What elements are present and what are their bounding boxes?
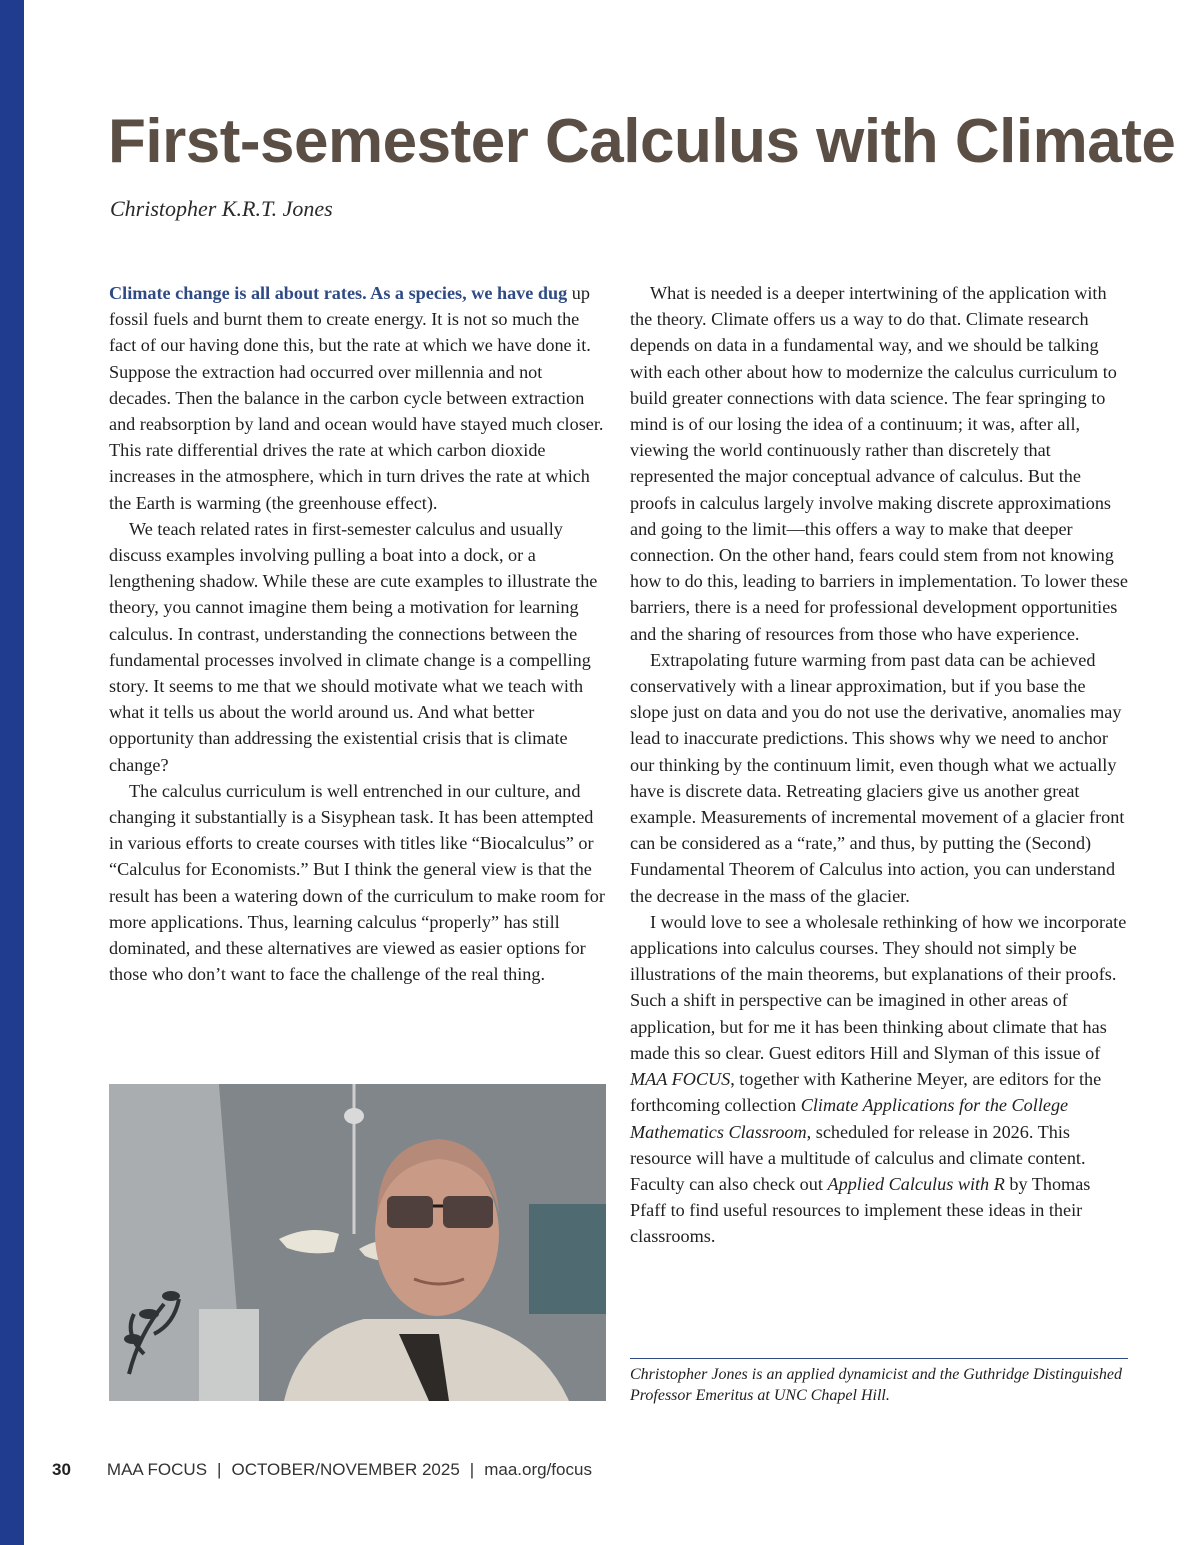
collection-title: Climate Applications for the College Mathematics Classroom [630,1095,1069,1142]
paragraph-6-part-c: , scheduled for release in 2026. This resource will have a multitude of calculus and climate content. Faculty can also check out [630,1121,1086,1194]
publication-name: MAA FOCUS [106,1460,208,1479]
author-bio: Christopher Jones is an applied dynamicist and the Guthridge Distinguished Professor Emeritus at UNC Chapel Hill. [630,1366,1122,1404]
author-portrait-image [109,1084,606,1401]
page-footer [52,1460,592,1480]
paragraph-1-text: up fossil fuels and burnt them to create energy. It is not so much the fact of our having done this, but the rate at which we have done it. Suppose the extraction had occurred over millennia and not decades. Then the balance in the carbon cycle between extraction and reabsorption by land and ocean would have stayed much closer. This rate differential drives the rate at which carbon dioxide increases in the atmosphere, which in turn drives the rate at which the Earth is warming (the greenhouse effect). [109,283,604,513]
article-title: First-semester Calculus with Climate [108,107,1176,176]
issue-date: OCTOBER/NOVEMBER 2025 [231,1460,460,1479]
paragraph-6 [630,909,1128,1250]
left-column [109,280,607,987]
footer-separator: | [469,1460,475,1479]
paragraph-1 [109,280,607,516]
footer-separator: | [217,1460,222,1479]
author-photo [109,1084,606,1401]
lead-in-text: Climate change is all about rates. As a species, we have dug [109,283,568,303]
paragraph-5: Extrapolating future warming from past data can be achieved conservatively with a linear approximation, but if you base the slope just on data and you do not use the derivative, anomalies may lead to inaccurate predictions. This shows why we need to anchor our thinking by the continuum limit, even though what we actually have is discrete data. Retreating glaciers give us another great example. Measurements of incremental movement of a glacier front can be considered as a “rate,” and thus, by putting the (Second) Fundamental Theorem of Calculus into action, you can understand the decrease in the mass of the glacier. [630,649,1125,906]
paragraph-2: We teach related rates in first-semester calculus and usually discuss examples involving pulling a boat into a dock, or a lengthening shadow. While these are cute examples to illustrate the theory, you cannot imagine them being a motivation for learning calculus. In contrast, understanding the connections between the fundamental processes involved in climate change is a compelling story. It seems to me that we should motivate what we teach with what it tells us about the world around us. And what better opportunity than addressing the existential crisis that is climate change? [109,518,598,775]
paragraph-6-part-d: by Thomas Pfaff to find useful resources to implement these ideas in their classrooms. [630,1173,1091,1247]
paragraph-3: The calculus curriculum is well entrenched in our culture, and changing it substantially is a Sisyphean task. It has been attempted in various efforts to create courses with titles like “Biocalculus” or “Calculus for Economists.” But I think the general view is that the result has been a watering down of the curriculum to make room for more applications. Thus, learning calculus “properly” has still dominated, and these alternatives are viewed as easier options for those who don’t want to face the challenge of the real thing. [109,780,605,985]
right-column [630,280,1128,1250]
page-edge-color-bar [0,0,24,1545]
magazine-title: MAA FOCUS [630,1069,731,1090]
book-title: Applied Calculus with R [827,1173,1005,1194]
article-author: Christopher K.R.T. Jones [110,196,333,221]
bio-divider [630,1358,1128,1359]
page-number: 30 [52,1460,71,1479]
paragraph-6-part-a: I would love to see a wholesale rethinking of how we incorporate applications into calculus courses. They should not simply be illustrations of the main theorems, but explanations of their proofs. Such a shift in perspective can be imagined in other areas of application, but for me it has been thinking about climate that has made this so clear. Guest editors Hill and Slyman of this issue of [630,911,1127,1063]
footer-url[interactable]: maa.org/focus [484,1460,592,1479]
paragraph-6-part-b: , together with Katherine Meyer, are editors for the forthcoming collection [630,1069,1102,1116]
paragraph-4: What is needed is a deeper intertwining of the application with the theory. Climate offers us a way to do that. Climate research depends on data in a fundamental way, and we should be talking with each other about how to modernize the calculus curriculum to build greater connections with data science. The fear springing to mind is of our losing the idea of a continuum; it was, after all, viewing the world continuously rather than discretely that represented the major conceptual advance of calculus. But the proofs in calculus largely involve making discrete approximations and going to the limit—this offers a way to make that deeper connection. On the other hand, fears could stem from not knowing how to do this, leading to barriers in implementation. To lower these barriers, there is a need for professional development opportunities and the sharing of resources from those who have experience. [630,283,1128,644]
